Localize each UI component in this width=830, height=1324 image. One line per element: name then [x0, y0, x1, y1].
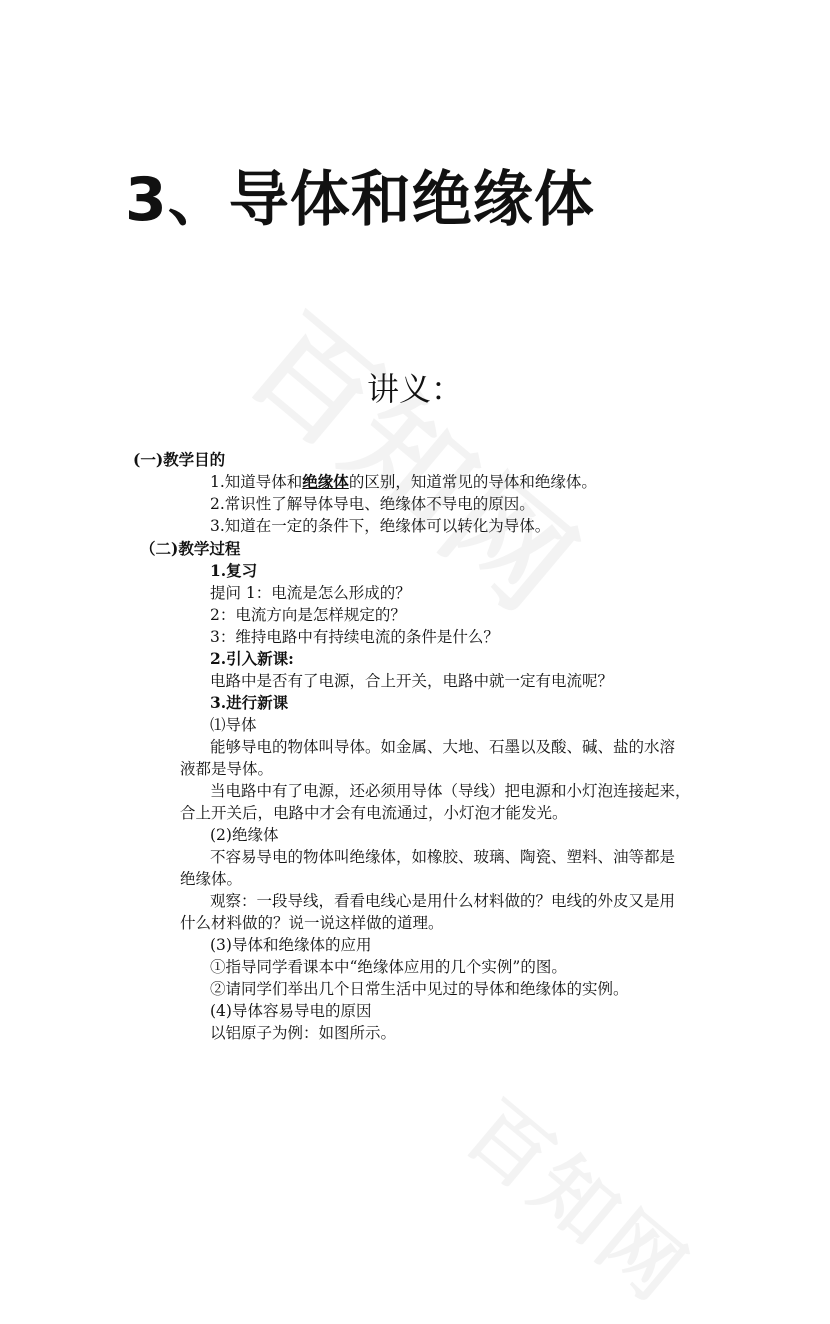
insulator-line-4: 什么材料做的？说一说这样做的道理。 [180, 914, 444, 932]
conductor-title: ⑴导体 [210, 716, 257, 734]
new-lesson-heading: 3.进行新课 [210, 693, 289, 712]
reason-line-1: 以铝原子为例：如图所示。 [210, 1024, 397, 1042]
section2-heading: （二)教学过程 [140, 539, 241, 558]
review-heading: 1.复习 [210, 561, 258, 580]
objective-3: 3.知道在一定的条件下，绝缘体可以转化为导体。 [210, 517, 551, 535]
conductor-line-4: 合上开关后，电路中才会有电流通过，小灯泡才能发光。 [180, 804, 568, 822]
insulator-title: (2)绝缘体 [210, 826, 279, 844]
objective-1-before: 1.知道导体和 [210, 473, 303, 491]
insulator-line-3: 观察：一段导线，看看电线心是用什么材料做的？电线的外皮又是用 [210, 892, 676, 910]
conductor-line-1: 能够导电的物体叫导体。如金属、大地、石墨以及酸、碱、盐的水溶 [210, 738, 676, 756]
application-title: (3)导体和绝缘体的应用 [210, 936, 372, 954]
intro-heading: 2.引入新课: [210, 649, 294, 668]
section1-heading: (一)教学目的 [133, 450, 226, 469]
reason-title: (4)导体容易导电的原因 [210, 1002, 372, 1020]
insulator-line-1: 不容易导电的物体叫绝缘体，如橡胶、玻璃、陶瓷、塑料、油等都是 [210, 848, 676, 866]
application-line-1: ①指导同学看课本中“绝缘体应用的几个实例”的图。 [210, 958, 567, 976]
objective-1-term: 绝缘体 [302, 472, 349, 491]
application-line-2: ②请同学们举出几个日常生活中见过的导体和绝缘体的实例。 [210, 980, 629, 998]
objective-1-after: 的区别，知道常见的导体和绝缘体。 [348, 473, 597, 491]
watermark-bottom [446, 1070, 718, 1324]
conductor-line-2: 液都是导体。 [180, 760, 274, 778]
section-subtitle: 讲义： [366, 370, 463, 408]
review-question-2: 2：电流方向是怎样规定的？ [210, 606, 406, 624]
insulator-line-2: 绝缘体。 [180, 870, 243, 888]
review-question-3: 3：维持电路中有持续电流的条件是什么？ [210, 628, 499, 646]
review-question-1: 提问 1：电流是怎么形成的？ [210, 584, 411, 602]
page-title: 3、导体和绝缘体 [125, 165, 595, 235]
objective-1 [210, 472, 597, 492]
conductor-line-3: 当电路中有了电源，还必须用导体（导线）把电源和小灯泡连接起来， [210, 782, 691, 800]
intro-text: 电路中是否有了电源，合上开关，电路中就一定有电流呢？ [210, 672, 614, 690]
objective-2: 2.常识性了解导体导电、绝缘体不导电的原因。 [210, 495, 535, 513]
